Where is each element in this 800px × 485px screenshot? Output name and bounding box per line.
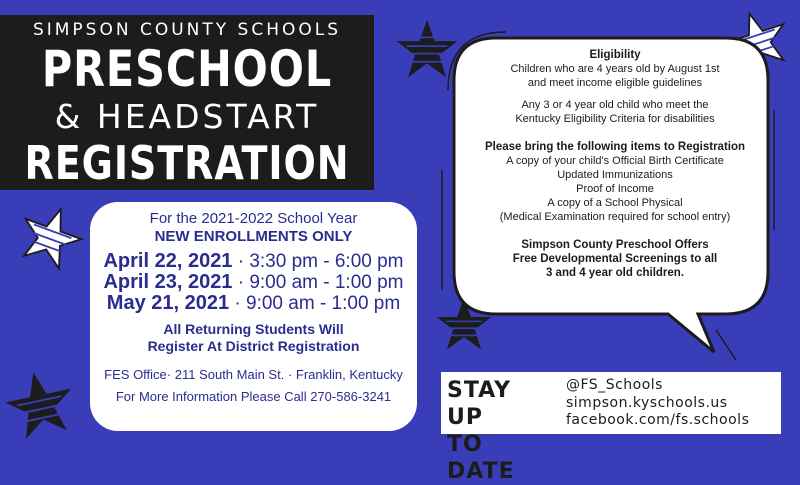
eligibility-line: and meet income eligible guidelines: [527, 77, 703, 89]
title-headstart: & HEADSTART: [54, 97, 320, 136]
district-name: SIMPSON COUNTY SCHOOLS: [32, 20, 342, 40]
eligibility-line: Any 3 or 4 year old child who meet the: [521, 99, 709, 111]
website-link[interactable]: simpson.kyschools.us: [566, 394, 728, 411]
bring-item: (Medical Examination required for school entry): [499, 211, 731, 223]
eligibility-heading: Eligibility: [589, 49, 641, 61]
bubble-text: [470, 48, 760, 280]
session-row: [90, 272, 417, 293]
school-year: For the 2021-2022 School Year: [149, 210, 358, 227]
session-date: May 21, 2021: [106, 292, 230, 314]
enrollment-note: NEW ENROLLMENTS ONLY: [154, 228, 353, 245]
session-date: April 22, 2021: [103, 250, 233, 272]
star-icon: [11, 196, 90, 275]
star-icon: [2, 366, 78, 442]
returning-line2: Register At District Registration: [147, 338, 360, 354]
session-row: [90, 251, 417, 272]
offer-line: Simpson County Preschool Offers: [521, 239, 709, 251]
session-row: [90, 293, 417, 314]
title-registration: REGISTRATION: [24, 136, 350, 190]
session-time: · 9:00 am - 1:00 pm: [232, 272, 404, 293]
bring-item: Updated Immunizations: [557, 169, 673, 181]
title-block: [0, 15, 374, 190]
title-preschool: PRESCHOOL: [41, 40, 333, 98]
session-time: · 9:00 am - 1:00 pm: [229, 293, 401, 314]
office-address: FES Office· 211 South Main St. · Franklin, Kentucky: [104, 367, 403, 382]
twitter-handle[interactable]: @FS_Schools: [566, 377, 663, 393]
session-time: · 3:30 pm - 6:00 pm: [232, 251, 404, 272]
phone-info: For More Information Please Call 270-586-3241: [115, 389, 392, 404]
dates-card: [90, 202, 417, 431]
bring-item: A copy of a School Physical: [547, 197, 683, 209]
bring-item: A copy of your child's Official Birth Certificate: [506, 155, 724, 167]
offer-line: Free Developmental Screenings to all: [512, 253, 718, 265]
eligibility-line: Kentucky Eligibility Criteria for disabilities: [515, 113, 715, 125]
bring-heading: Please bring the following items to Registration: [484, 141, 746, 153]
session-date: April 23, 2021: [103, 271, 233, 293]
stay-line: STAY UP: [447, 378, 511, 430]
social-box: [441, 372, 781, 484]
facebook-link[interactable]: facebook.com/fs.schools: [566, 412, 750, 428]
eligibility-line: Children who are 4 years old by August 1st: [510, 63, 720, 75]
bring-item: Proof of Income: [576, 183, 654, 195]
stay-line: TO DATE: [447, 432, 515, 484]
returning-line1: All Returning Students Will: [163, 321, 344, 337]
social-links: [566, 377, 749, 430]
stay-up-to-date: [447, 377, 555, 485]
offer-line: 3 and 4 year old children.: [545, 267, 685, 279]
